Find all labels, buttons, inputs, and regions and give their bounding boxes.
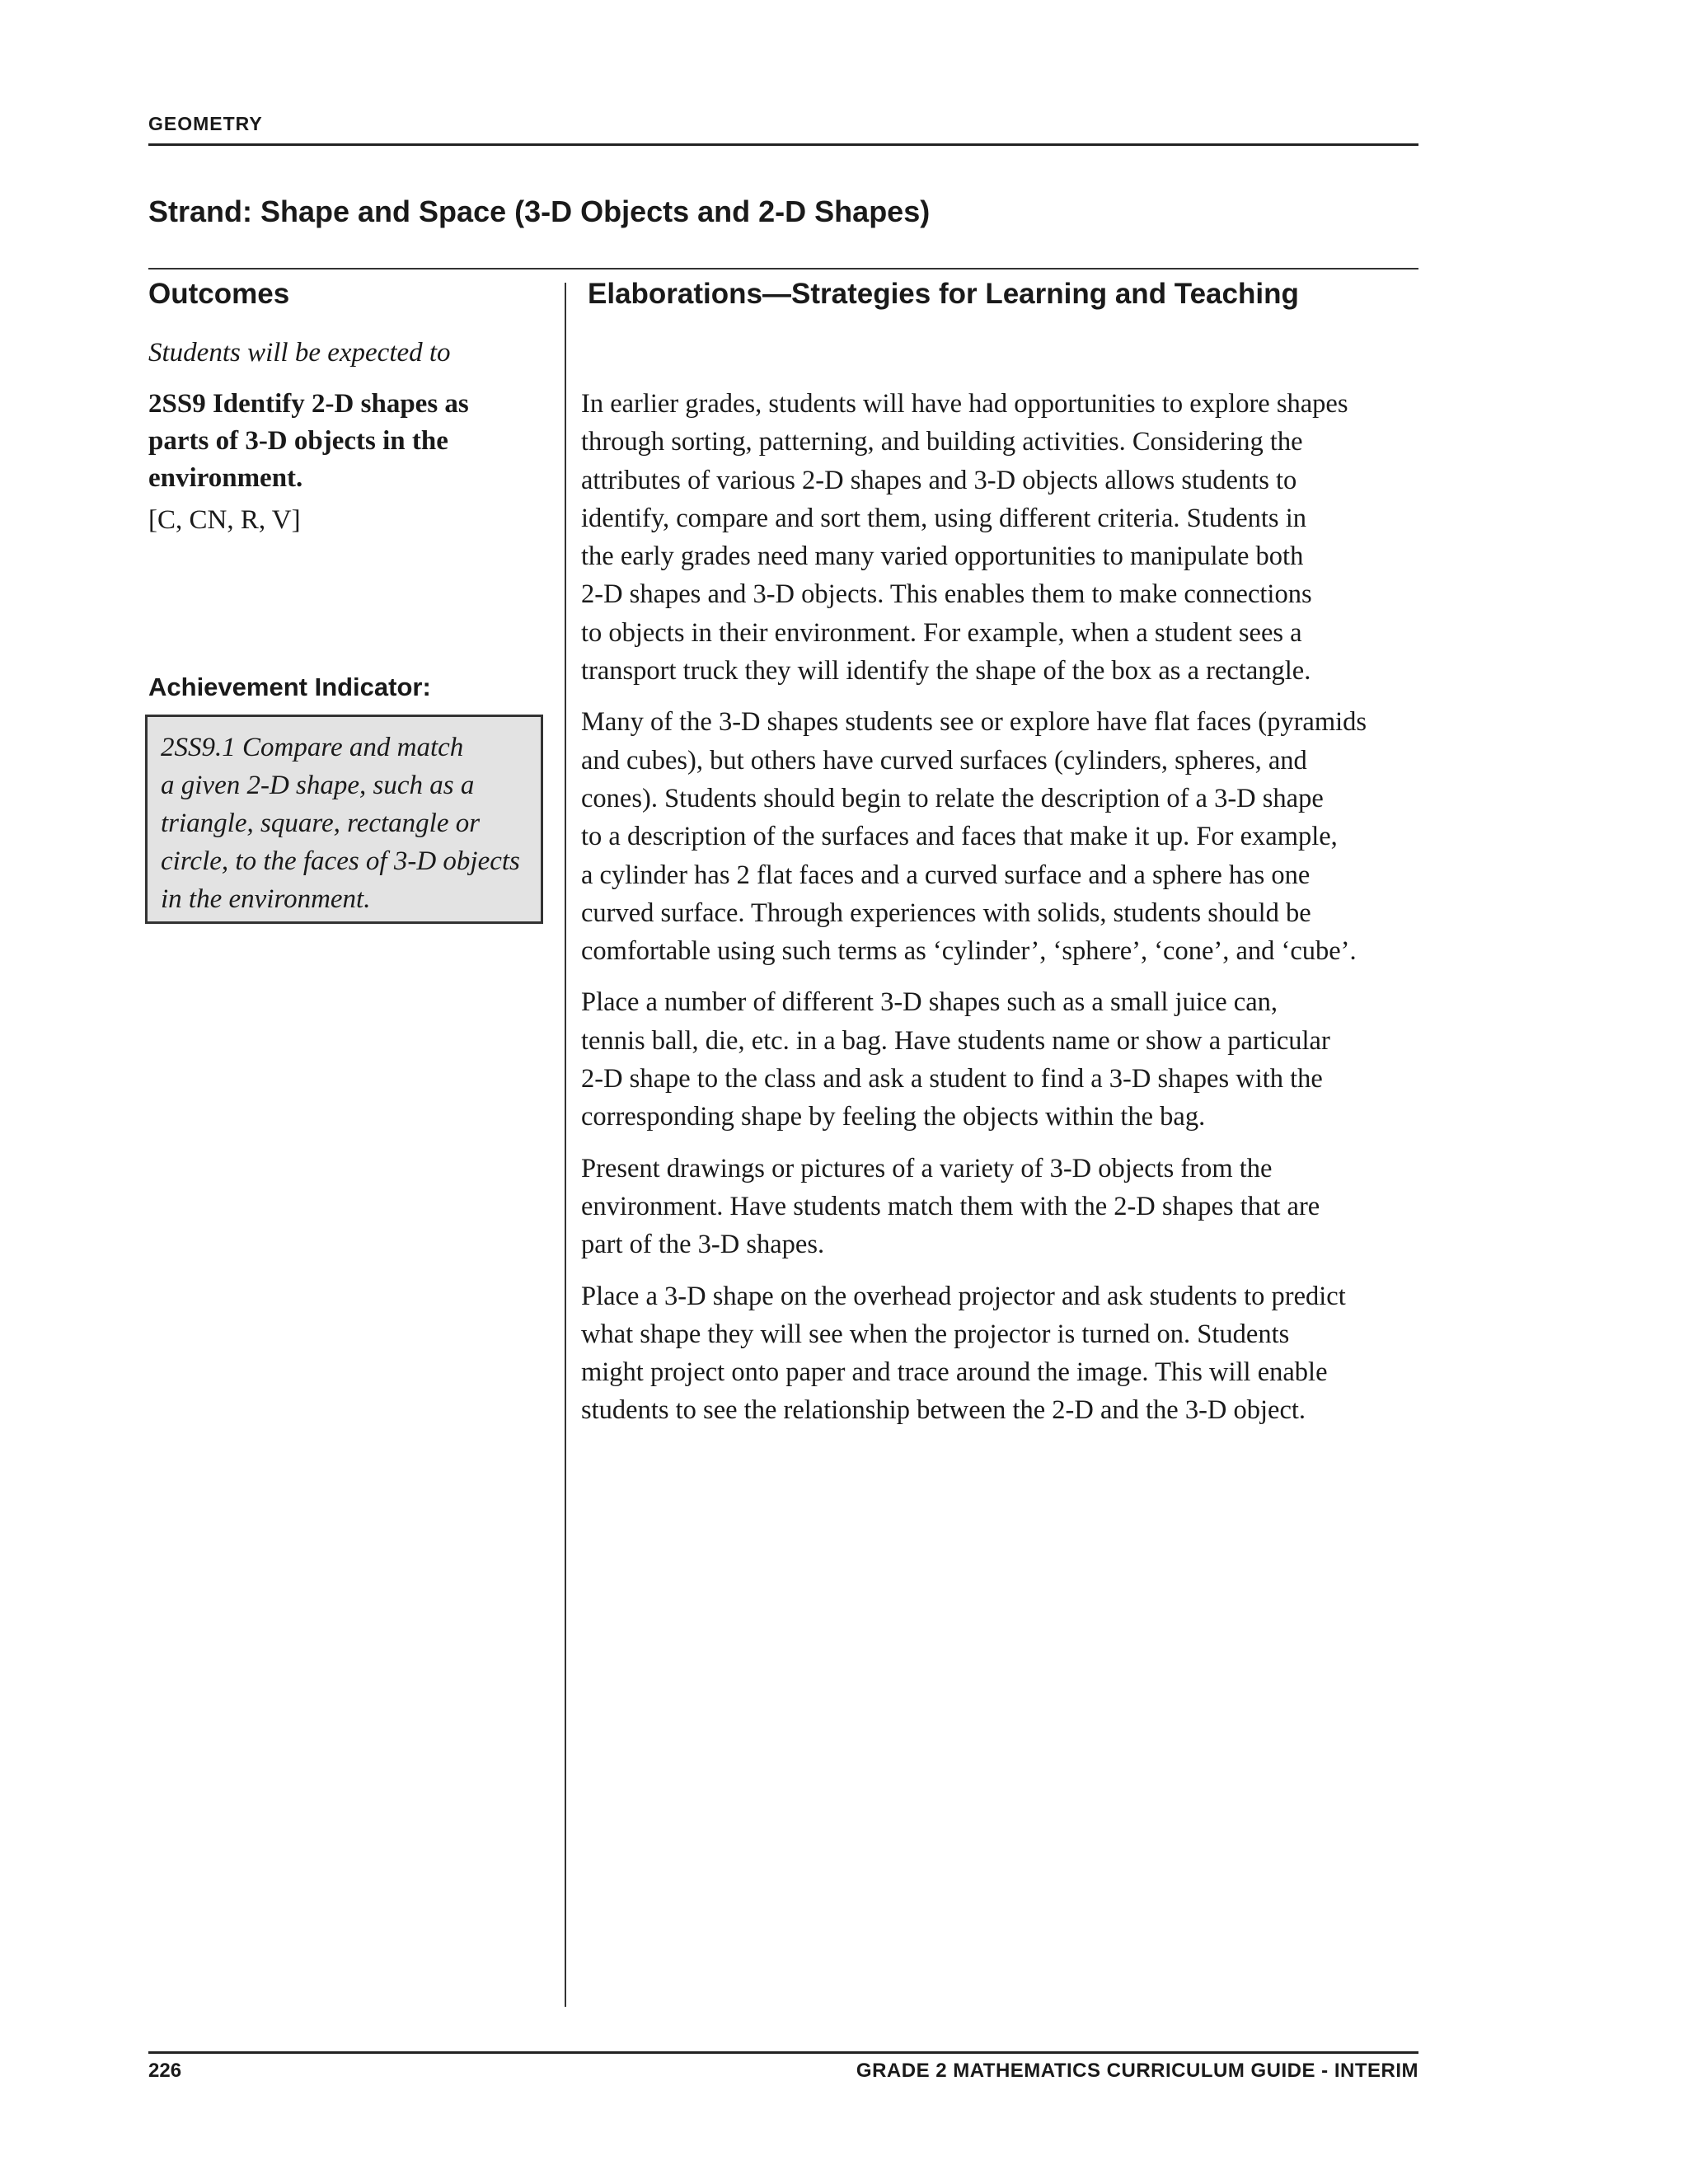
paragraph-line: a cylinder has 2 flat faces and a curved surface and a sphere has one (581, 860, 1311, 890)
column-divider (565, 283, 566, 2007)
paragraph-line: to objects in their environment. For example, when a student sees a (581, 617, 1302, 648)
paragraph-line: might project onto paper and trace around the image. This will enable (581, 1357, 1328, 1388)
elaboration-paragraph (581, 983, 1430, 1136)
indicator-line: triangle, square, rectangle or (161, 808, 481, 838)
paragraph-line: Place a 3-D shape on the overhead projector and ask students to predict (581, 1281, 1346, 1311)
outcome-statement (148, 386, 536, 497)
page-number: 226 (148, 2060, 182, 2082)
guide-title: GRADE 2 MATHEMATICS CURRICULUM GUIDE - INTERIM (856, 2060, 1418, 2082)
elaborations-body (581, 385, 1430, 1443)
paragraph-line: Present drawings or pictures of a variety of 3-D objects from the (581, 1153, 1273, 1183)
elaboration-paragraph (581, 385, 1430, 690)
paragraph-line: Place a number of different 3-D shapes such as a small juice can, (581, 987, 1278, 1018)
paragraph-line: students to see the relationship between the 2-D and the 3-D object. (581, 1395, 1306, 1426)
header-rule (148, 143, 1418, 146)
strand-title: Strand: Shape and Space (3-D Objects and 2-D Shapes) (148, 194, 931, 228)
paragraph-line: the early grades need many varied opportunities to manipulate both (581, 541, 1304, 572)
indicator-line: a given 2-D shape, such as a (161, 771, 475, 800)
achievement-indicator-heading: Achievement Indicator: (148, 673, 431, 701)
paragraph-line: environment. Have students match them with the 2-D shapes that are (581, 1191, 1320, 1221)
paragraph-line: transport truck they will identify the shape of the box as a rectangle. (581, 656, 1311, 687)
paragraph-line: In earlier grades, students will have had opportunities to explore shapes (581, 389, 1348, 419)
outcome-line: environment. (148, 463, 303, 493)
expected-intro: Students will be expected to (148, 338, 451, 368)
footer-rule (148, 2051, 1418, 2054)
achievement-indicator-box (145, 715, 543, 924)
paragraph-line: tennis ball, die, etc. in a bag. Have students name or show a particular (581, 1025, 1330, 1056)
elaboration-paragraph (581, 1150, 1430, 1264)
elaborations-heading: Elaborations—Strategies for Learning and Teaching (588, 278, 1299, 310)
indicator-line: in the environment. (161, 884, 371, 914)
paragraph-line: 2-D shape to the class and ask a student to find a 3-D shapes with the (581, 1064, 1323, 1094)
paragraph-line: part of the 3-D shapes. (581, 1230, 825, 1260)
outcome-line: 2SS9 Identify 2-D shapes as (148, 389, 469, 419)
process-codes: [C, CN, R, V] (148, 505, 301, 535)
outcomes-heading: Outcomes (148, 278, 290, 310)
paragraph-line: cones). Students should begin to relate the description of a 3-D shape (581, 783, 1324, 813)
paragraph-line: and cubes), but others have curved surfaces (cylinders, spheres, and (581, 745, 1307, 776)
paragraph-line: Many of the 3-D shapes students see or explore have flat faces (pyramids (581, 707, 1367, 738)
section-label: GEOMETRY (148, 113, 263, 134)
indicator-text (161, 729, 529, 918)
strand-rule (148, 268, 1418, 269)
paragraph-line: corresponding shape by feeling the objects within the bag. (581, 1102, 1206, 1132)
outcome-line: parts of 3-D objects in the (148, 426, 448, 456)
indicator-line: circle, to the faces of 3-D objects (161, 846, 520, 876)
paragraph-line: to a description of the surfaces and faces that make it up. For example, (581, 822, 1338, 852)
indicator-line: 2SS9.1 Compare and match (161, 733, 464, 762)
paragraph-line: through sorting, patterning, and building activities. Considering the (581, 427, 1303, 457)
paragraph-line: comfortable using such terms as ‘cylinder’, ‘sphere’, ‘cone’, and ‘cube’. (581, 936, 1357, 967)
paragraph-line: identify, compare and sort them, using different criteria. Students in (581, 503, 1306, 533)
elaboration-paragraph (581, 1277, 1430, 1430)
paragraph-line: attributes of various 2-D shapes and 3-D objects allows students to (581, 465, 1297, 495)
paragraph-line: curved surface. Through experiences with solids, students should be (581, 898, 1311, 928)
paragraph-line: what shape they will see when the projector is turned on. Students (581, 1319, 1290, 1349)
paragraph-line: 2-D shapes and 3-D objects. This enables them to make connections (581, 579, 1312, 610)
elaboration-paragraph (581, 703, 1430, 970)
